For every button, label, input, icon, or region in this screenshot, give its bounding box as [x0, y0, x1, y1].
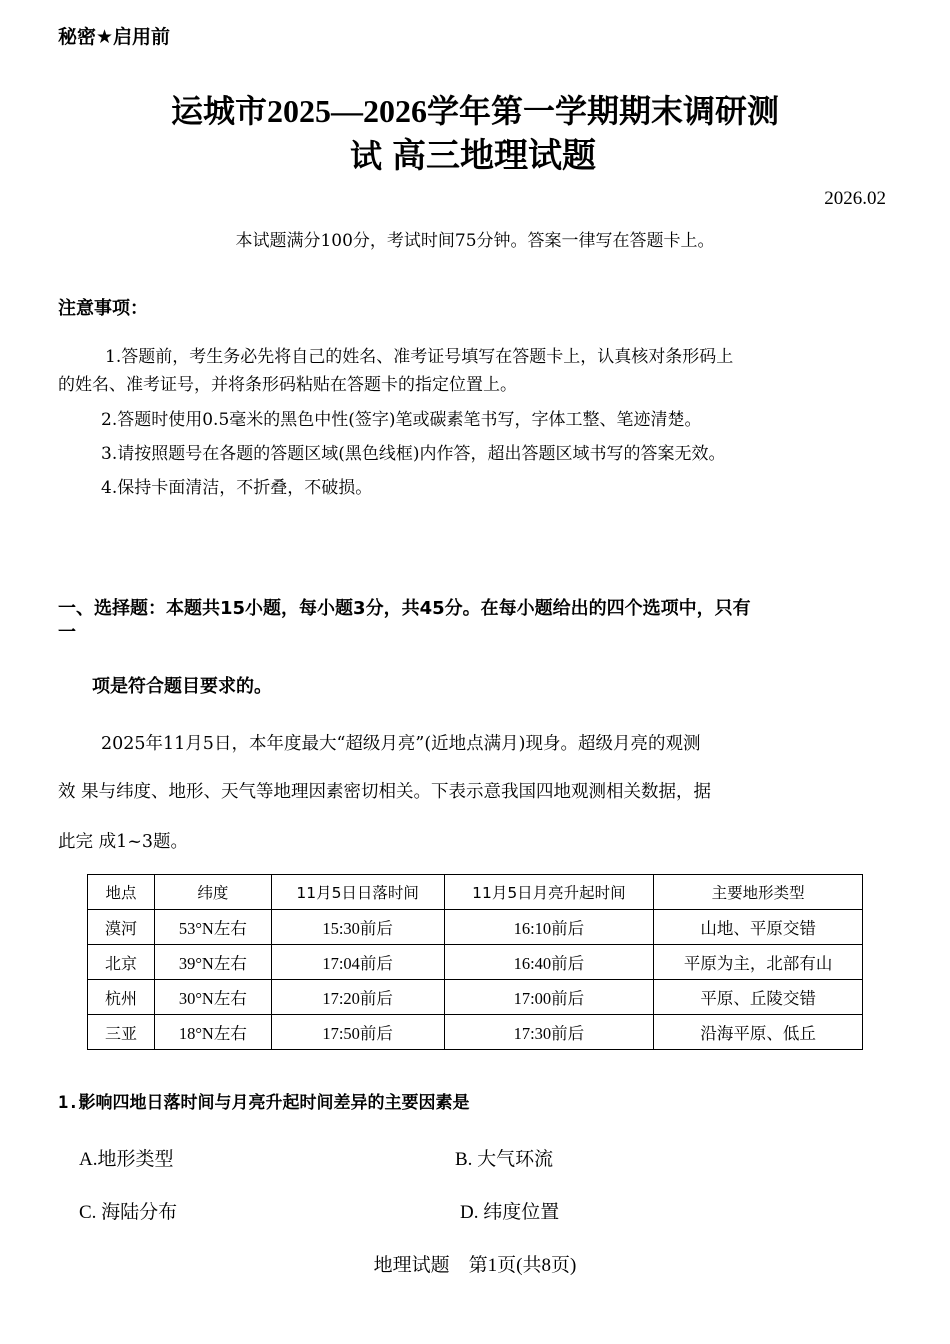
cell-sunset: 17:50前后 [271, 1015, 444, 1050]
cell-latitude: 18°N左右 [154, 1015, 271, 1050]
cell-moonrise: 17:30前后 [444, 1015, 654, 1050]
option-a: A.地形类型 [79, 1149, 174, 1170]
note-item-3: 3.请按照题号在各题的答题区域(黑色线框)内作答，超出答题区域书写的答案无效。 [101, 444, 726, 464]
cell-moonrise: 16:40前后 [444, 945, 654, 980]
cell-sunset: 17:20前后 [271, 980, 444, 1015]
cell-terrain: 平原、丘陵交错 [654, 980, 863, 1015]
page-footer: 地理试题 第1页(共8页) [373, 1255, 577, 1276]
observation-table [87, 874, 863, 1050]
option-c: C. 海陆分布 [79, 1202, 178, 1223]
header-latitude: 纬度 [154, 875, 271, 910]
cell-location: 北京 [88, 945, 155, 980]
cell-location: 漠河 [88, 910, 155, 945]
cell-latitude: 39°N左右 [154, 945, 271, 980]
material-line1: 2025年11月5日，本年度最大“超级月亮”(近地点满月)现身。超级月亮的观测 [101, 734, 701, 754]
note-item-1-line2: 的姓名、准考证号，并将条形码粘贴在答题卡的指定位置上。 [58, 375, 517, 395]
exam-intro: 本试题满分100分，考试时间75分钟。答案一律写在答题卡上。 [235, 231, 715, 251]
table-row [88, 1015, 863, 1050]
table-row [88, 910, 863, 945]
option-d: D. 纬度位置 [460, 1202, 560, 1223]
question-1-stem: 1.影响四地日落时间与月亮升起时间差异的主要因素是 [58, 1093, 470, 1113]
section-heading-line1: 一、选择题：本题共15小题，每小题3分，共45分。在每小题给出的四个选项中，只有 [58, 598, 751, 619]
note-item-4: 4.保持卡面清洁，不折叠，不破损。 [101, 478, 373, 498]
table-row [88, 980, 863, 1015]
material-line2: 效 果与纬度、地形、天气等地理因素密切相关。下表示意我国四地观测相关数据，据 [58, 782, 712, 802]
exam-date: 2026.02 [824, 188, 886, 209]
cell-sunset: 17:04前后 [271, 945, 444, 980]
cell-moonrise: 16:10前后 [444, 910, 654, 945]
table-row [88, 945, 863, 980]
header-sunset: 11月5日日落时间 [271, 875, 444, 910]
option-b: B. 大气环流 [455, 1149, 554, 1170]
header-moonrise: 11月5日月亮升起时间 [444, 875, 654, 910]
table-header-row [88, 875, 863, 910]
material-line3: 此完 成1~3题。 [58, 832, 188, 852]
cell-latitude: 30°N左右 [154, 980, 271, 1015]
cell-moonrise: 17:00前后 [444, 980, 654, 1015]
section-heading-tail: 一 [58, 622, 76, 643]
notes-heading: 注意事项： [58, 298, 148, 319]
cell-terrain: 沿海平原、低丘 [654, 1015, 863, 1050]
exam-title-line2 [350, 128, 596, 177]
exam-title-main: 高三地理试题 [392, 138, 597, 175]
note-item-2: 2.答题时使用0.5毫米的黑色中性(签字)笔或碳素笔书写，字体工整、笔迹清楚。 [101, 410, 702, 430]
cell-terrain: 平原为主，北部有山 [654, 945, 863, 980]
cell-sunset: 15:30前后 [271, 910, 444, 945]
exam-title-line1: 运城市2025—2026学年第一学期期末调研测 [170, 93, 779, 129]
header-terrain: 主要地形类型 [654, 875, 863, 910]
cell-terrain: 山地、平原交错 [654, 910, 863, 945]
exam-title-prefix: 试 [350, 138, 383, 174]
cell-location: 三亚 [88, 1015, 155, 1050]
section-heading-line2: 项是符合题目要求的。 [92, 676, 272, 697]
cell-latitude: 53°N左右 [154, 910, 271, 945]
note-item-1-line1: 1.答题前，考生务必先将自己的姓名、准考证号填写在答题卡上，认真核对条形码上 [105, 347, 734, 367]
cell-location: 杭州 [88, 980, 155, 1015]
secret-label: 秘密★启用前 [58, 26, 171, 48]
header-location: 地点 [88, 875, 155, 910]
